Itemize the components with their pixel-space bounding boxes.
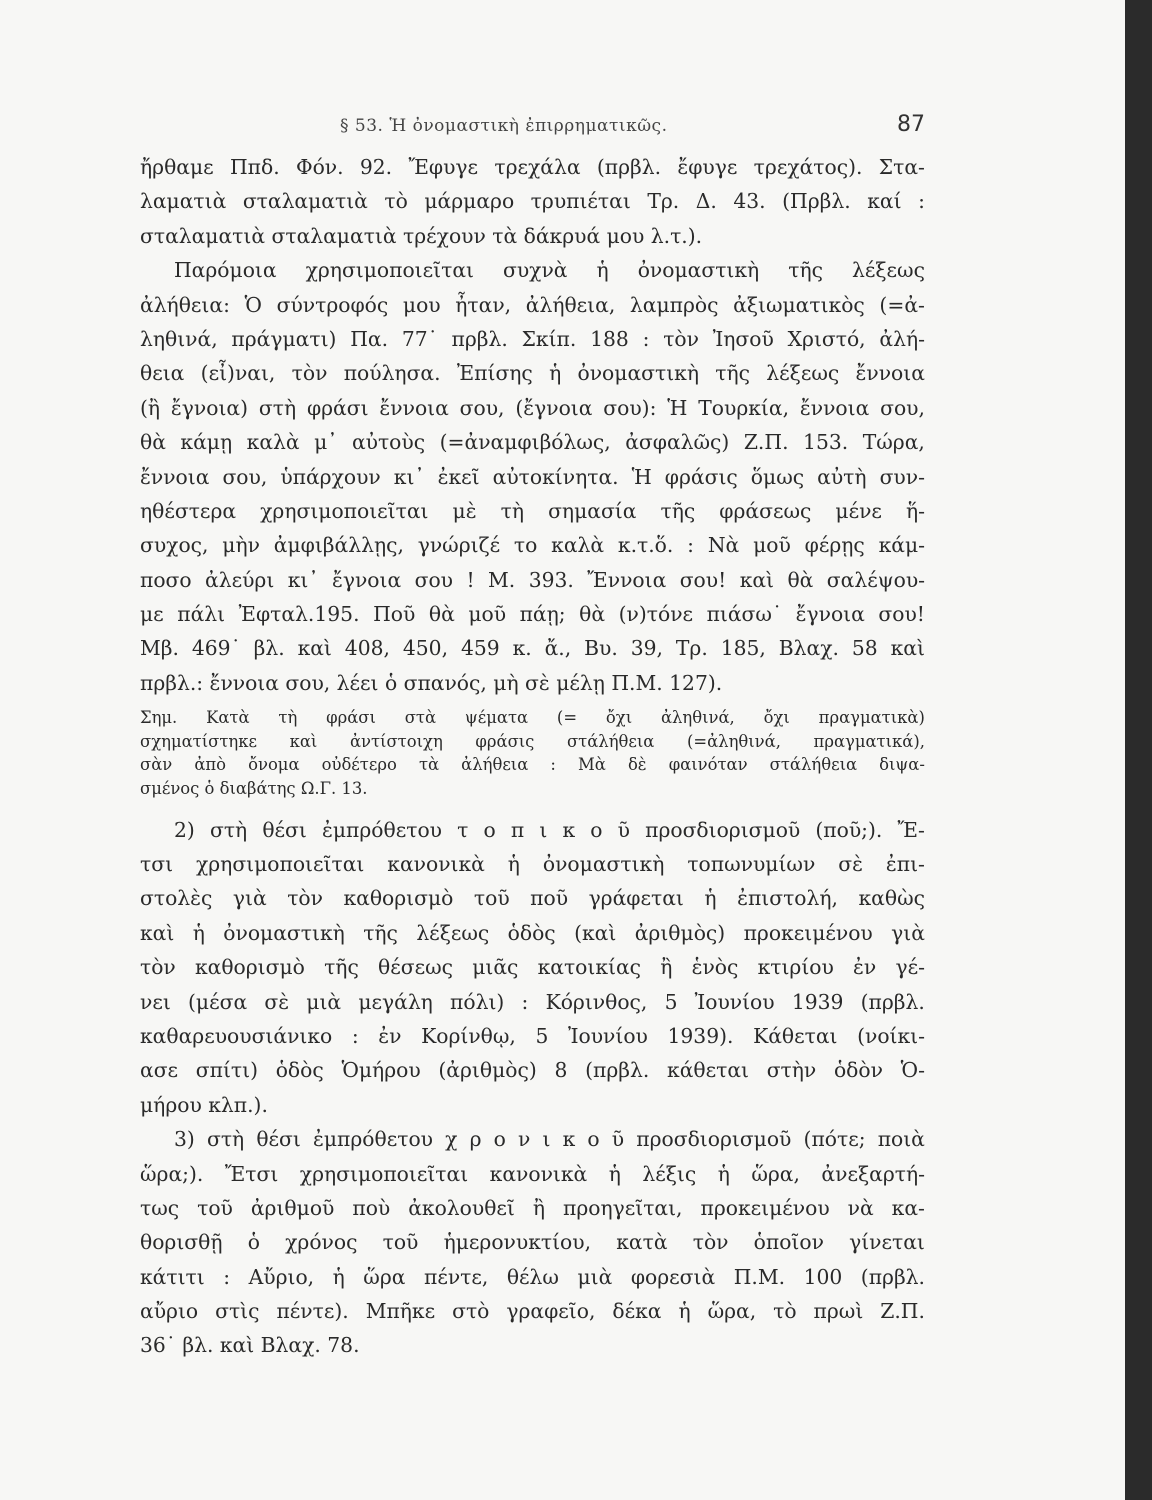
text-line: ἔννοια σου, ὑπάρχουν κι᾽ ἐκεῖ αὐτοκίνητα. Ἡ φράσις ὅμως αὐτὴ συν- [140,464,925,489]
body-text [140,150,925,1363]
text-line: τσι χρησιμοποιεῖται κανονικὰ ἡ ὀνομαστικὴ τοπωνυμίων σὲ ἐπι- [140,852,925,877]
text-line: θορισθῇ ὁ χρόνος τοῦ ἡμερονυκτίου, κατὰ τὸν ὁποῖον γίνεται [140,1230,925,1255]
text-line: 3) στὴ θέσι ἐμπρόθετου χ ρ ο ν ι κ ο ῦ προσδιορισμοῦ (πότε; ποιὰ [174,1127,925,1152]
text-line: 2) στὴ θέσι ἐμπρόθετου τ ο π ι κ ο ῦ προσδιορισμοῦ (ποῦ;). Ἔ- [174,817,925,842]
text-line: πρβλ.: ἔννοια σου, λέει ὁ σπανός, μὴ σὲ μέλῃ Π.Μ. 127). [140,670,723,695]
paragraph-continued [140,150,925,700]
text-line: νει (μέσα σὲ μιὰ μεγάλη πόλι) : Κόρινθος, 5 Ἰουνίου 1939 (πρβλ. [140,989,925,1014]
text-line: μήρου κλπ.). [140,1092,268,1117]
text-line: στολὲς γιὰ τὸν καθορισμὸ τοῦ ποῦ γράφεται ἡ ἐπιστολή, καθὼς [140,886,925,911]
text-line: τως τοῦ ἀριθμοῦ ποὺ ἀκολουθεῖ ἢ προηγεῖται, προκειμένου νὰ κα- [140,1195,925,1220]
text-line: ἀλήθεια: Ὁ σύντροφός μου ἦταν, ἀλήθεια, λαμπρὸς ἀξιωματικὸς (=ἀ- [140,292,925,317]
text-line: Μβ. 469˙ βλ. καὶ 408, 450, 459 κ. ἄ., Βυ. 39, Τρ. 185, Βλαχ. 58 καὶ [140,636,925,661]
note-line: σὰν ἀπὸ ὄνομα οὐδέτερο τὰ ἀλήθεια : Μὰ δὲ φαινόταν στάλήθεια διψα- [140,755,925,775]
text-line: καθαρευουσιάνικο : ἐν Κορίνθῳ, 5 Ἰουνίου 1939). Κάθεται (νοίκι- [140,1023,925,1048]
note-line: σχηματίστηκε καὶ ἀντίστοιχη φράσις στάλήθεια (=ἀληθινά, πραγματικά), [140,731,925,751]
text-line: 36˙ βλ. καὶ Βλαχ. 78. [140,1333,360,1358]
text-line: αὔριο στὶς πέντε). Μπῆκε στὸ γραφεῖο, δέκα ἡ ὥρα, τὸ πρωὶ Ζ.Π. [140,1299,925,1324]
text-line: θεια (εἶ)ναι, τὸν πούλησα. Ἐπίσης ἡ ὀνομαστικὴ τῆς λέξεως ἔννοια [140,361,925,386]
text-line: (ἢ ἔγνοια) στὴ φράσι ἔννοια σου, (ἔγνοια σου): Ἡ Τουρκία, ἔννοια σου, [140,395,925,420]
page-number: 87 [897,112,925,137]
text-line: τὸν καθορισμὸ τῆς θέσεως μιᾶς κατοικίας ἢ ἑνὸς κτιρίου ἐν γέ- [140,955,925,980]
note-line: Σημ. Κατὰ τὴ φράσι στὰ ψέματα (= ὄχι ἀληθινά, ὄχι πραγματικὰ) [140,708,925,728]
text-line: ηθέστερα χρησιμοποιεῖται μὲ τὴ σημασία τῆς φράσεως μένε ἥ- [140,498,925,523]
text-line: θὰ κάμῃ καλὰ μ᾽ αὐτοὺς (=ἀναμφιβόλως, ἀσφαλῶς) Ζ.Π. 153. Τώρα, [140,430,925,455]
text-line: κάτιτι : Αὔριο, ἡ ὥρα πέντε, θέλω μιὰ φορεσιὰ Π.Μ. 100 (πρβλ. [140,1264,925,1289]
text-line: με πάλι Ἐφταλ.195. Ποῦ θὰ μοῦ πάῃ; θὰ (ν)τόνε πιάσω˙ ἔγνοια σου! [140,602,925,627]
text-line: ἤρθαμε Ππδ. Φόν. 92. Ἔφυγε τρεχάλα (πρβλ. ἔφυγε τρεχάτος). Στα- [140,155,925,179]
text-line: συχος, μὴν ἀμφιβάλλῃς, γνώριζέ το καλὰ κ.τ.ὅ. : Νὰ μοῦ φέρῃς κάμ- [140,533,925,558]
text-line: καὶ ἡ ὀνομαστικὴ τῆς λέξεως ὁδὸς (καὶ ἀριθμὸς) προκειμένου γιὰ [140,920,925,945]
text-line: ὥρα;). Ἔτσι χρησιμοποιεῖται κανονικὰ ἡ λέξις ἡ ὥρα, ἀνεξαρτή- [140,1161,925,1186]
note-line: σμένος ὁ διαβάτης Ω.Γ. 13. [140,779,368,799]
text-line: λαματιὰ σταλαματιὰ τὸ μάρμαρο τρυπιέται Τρ. Δ. 43. (Πρβλ. καί : [140,189,925,214]
text-line: Παρόμοια χρησιμοποιεῖται συχνὰ ἡ ὀνομαστικὴ τῆς λέξεως [174,258,925,283]
text-line: σταλαματιὰ σταλαματιὰ τρέχουν τὰ δάκρυά μου λ.τ.). [140,223,703,248]
text-line: ληθινά, πράγματι) Πα. 77˙ πρβλ. Σκίπ. 188 : τὸν Ἰησοῦ Χριστό, ἀλή- [140,326,925,351]
text-line: ποσο ἀλεύρι κι᾽ ἔγνοια σου ! Μ. 393. Ἔννοια σου! καὶ θὰ σαλέψου- [140,567,925,592]
section-title: § 53. Ἡ ὀνομαστικὴ ἐπιρρηματικῶς. [340,116,668,136]
section-2 [140,813,925,1123]
section-3 [140,1122,925,1363]
text-line: ασε σπίτι) ὁδὸς Ὁμήρου (ἀριθμὸς) 8 (πρβλ. κάθεται στὴν ὁδὸν Ὁ- [140,1058,925,1083]
footnote [140,706,925,800]
running-header [140,112,925,144]
